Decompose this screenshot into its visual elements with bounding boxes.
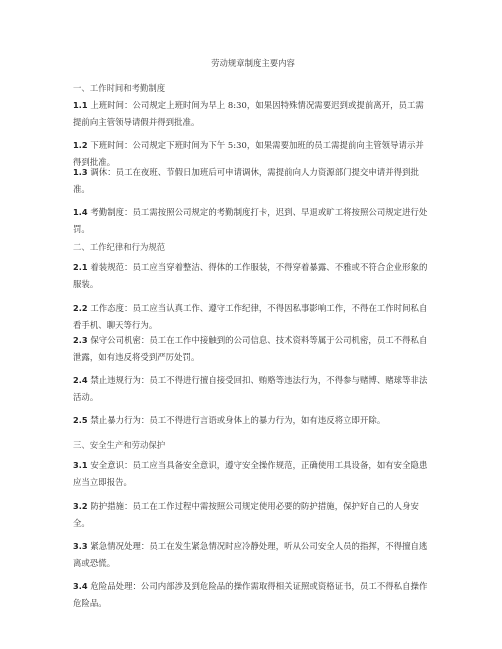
- clause-text: 调休：员工在夜班、节假日加班后可申请调休，需提前向人力资源部门提交申请并得到批准。: [73, 167, 419, 194]
- clause-text: 安全意识：员工应当具备安全意识，遵守安全操作规范，正确使用工具设备，如有安全隐患应当立即报告。: [73, 460, 428, 487]
- clause-3-1: [73, 457, 429, 491]
- clause-number: 3.4: [73, 581, 88, 591]
- clause-number: 2.1: [73, 262, 88, 272]
- clause-number: 2.4: [73, 375, 88, 385]
- clause-text: 危险品处理：公司内部涉及到危险品的操作需取得相关证照或资格证书，员工不得私自操作危险品。: [73, 581, 428, 608]
- clause-number: 1.1: [73, 100, 88, 110]
- clause-number: 2.2: [73, 303, 88, 313]
- clause-text: 考勤制度：员工需按照公司规定的考勤制度打卡，迟到、早退或旷工将按照公司规定进行处罚。: [73, 207, 428, 234]
- section-heading-2: 二、工作纪律和行为规范: [73, 242, 166, 252]
- clause-text: 防护措施：员工在工作过程中需按照公司规定使用必要的防护措施，保护好自己的人身安全。: [73, 501, 419, 528]
- clause-number: 3.3: [73, 541, 88, 551]
- clause-text: 禁止暴力行为：员工不得进行言语或身体上的暴力行为，如有违反将立即开除。: [87, 415, 386, 425]
- clause-3-2: [73, 498, 429, 532]
- clause-2-3: [73, 332, 429, 366]
- clause-text: 保守公司机密：员工在工作中接触到的公司信息、技术资料等属于公司机密，员工不得私自泄露，如有违反将受到严厉处罚。: [73, 335, 428, 362]
- clause-number: 2.5: [73, 415, 88, 425]
- clause-number: 1.2: [73, 140, 88, 150]
- section-heading-1: 一、工作时间和考勤制度: [73, 83, 166, 93]
- clause-1-3: [73, 164, 429, 198]
- clause-1-1: [73, 97, 429, 131]
- clause-2-4: [73, 372, 429, 406]
- clause-3-3: [73, 538, 429, 572]
- clause-text: 下班时间：公司规定下班时间为下午 5:30，如果需要加班的员工需提前向主管领导请示并得到批准。: [73, 140, 424, 167]
- document-title: 劳动规章制度主要内容: [211, 58, 295, 68]
- clause-number: 2.3: [73, 335, 88, 345]
- clause-text: 紧急情况处理：员工在发生紧急情况时应冷静处理，听从公司安全人员的指挥，不得擅自逃离或恐慌。: [73, 541, 428, 568]
- clause-number: 1.3: [73, 167, 88, 177]
- clause-text: 上班时间：公司规定上班时间为早上 8:30，如果因特殊情况需要迟到或提前离开，员工需提前向主管领导请假并得到批准。: [73, 100, 424, 127]
- clause-2-5: [73, 412, 429, 429]
- clause-text: 着装规范：员工应当穿着整洁、得体的工作服装，不得穿着暴露、不雅或不符合企业形象的服装。: [73, 262, 428, 289]
- clause-number: 3.1: [73, 460, 88, 470]
- clause-2-2: [73, 300, 429, 334]
- section-heading-3: 三、安全生产和劳动保护: [73, 440, 166, 450]
- clause-2-1: [73, 259, 429, 293]
- clause-text: 工作态度：员工应当认真工作、遵守工作纪律，不得因私事影响工作，不得在工作时间私自看手机、聊天等行为。: [73, 303, 428, 330]
- clause-1-4: [73, 204, 429, 238]
- clause-number: 3.2: [73, 501, 88, 511]
- clause-number: 1.4: [73, 207, 88, 217]
- clause-3-4: [73, 578, 429, 612]
- clause-text: 禁止违规行为：员工不得进行擅自接受回扣、贿赂等违法行为，不得参与赌博、赌球等非法活动。: [73, 375, 428, 402]
